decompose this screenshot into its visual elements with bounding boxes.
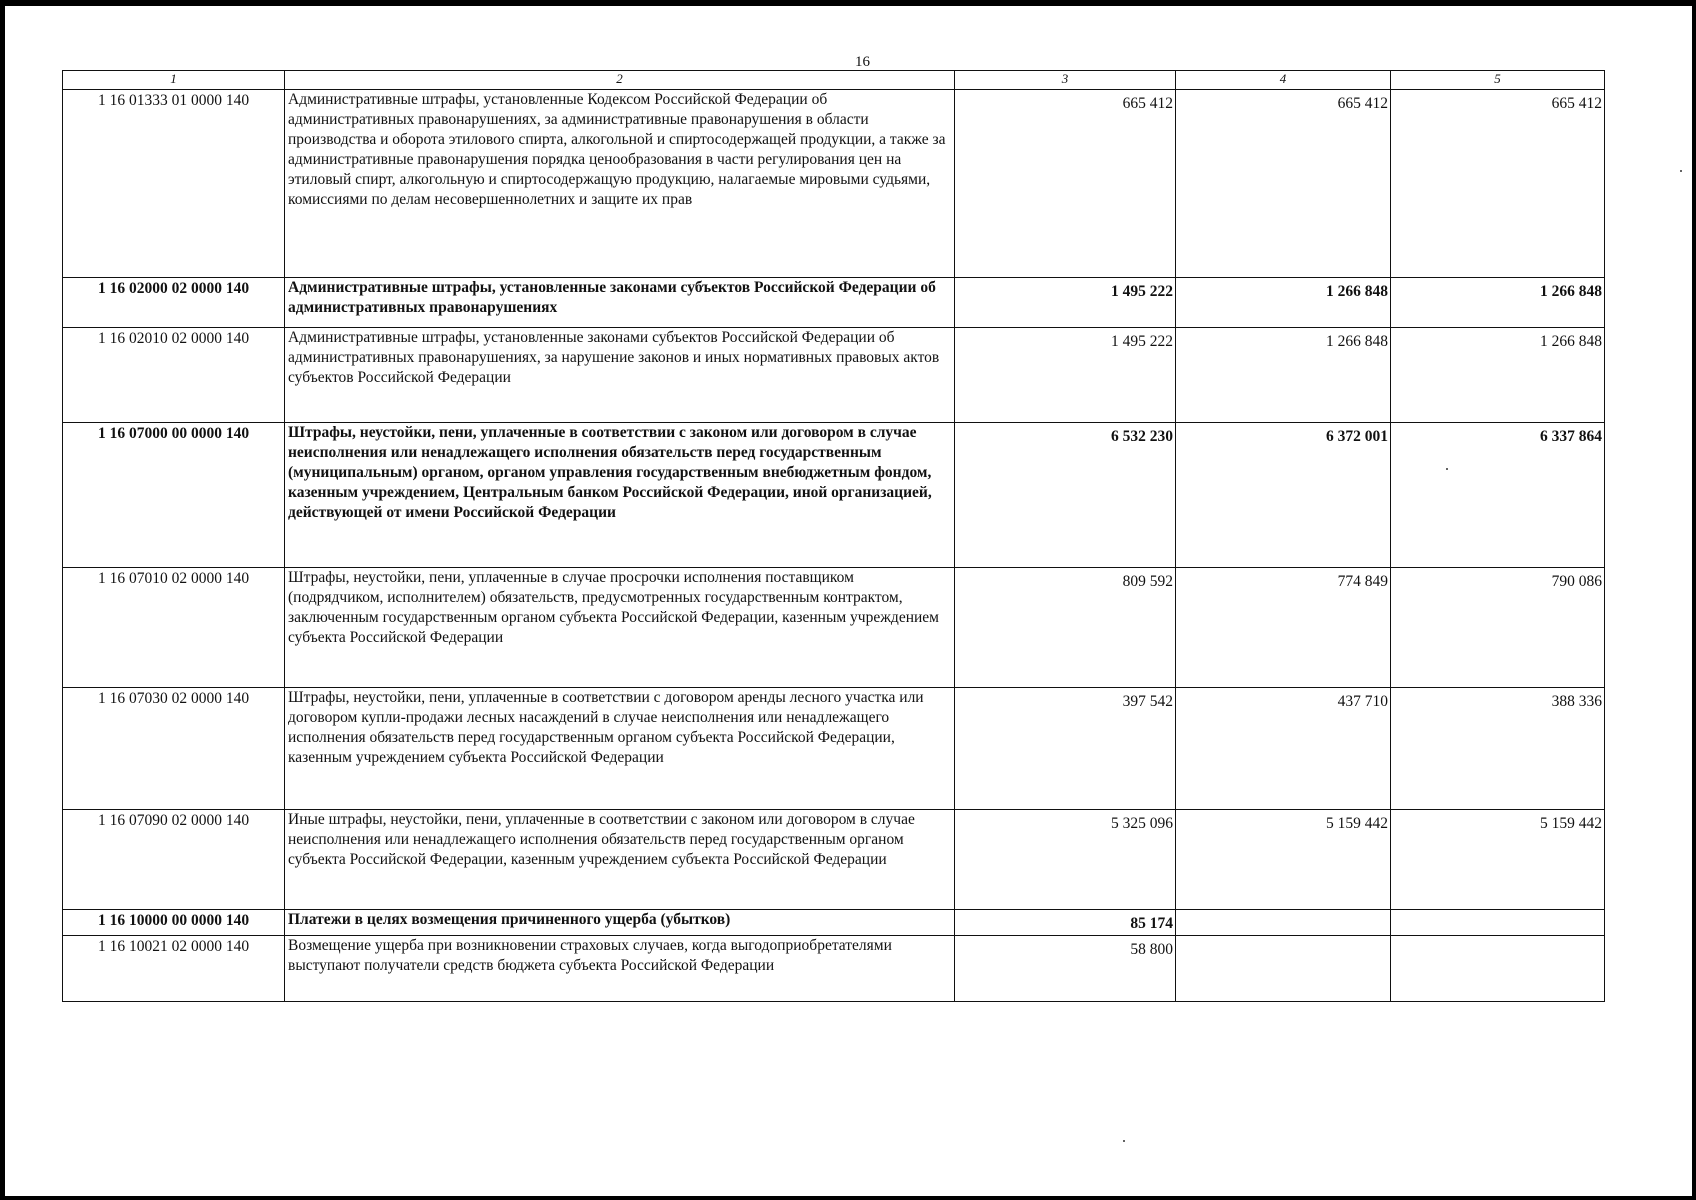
table-row <box>63 936 1605 1002</box>
budget-code-cell: 1 16 07000 00 0000 140 <box>63 423 285 568</box>
value-cell-col5: 388 336 <box>1391 688 1605 810</box>
value-cell-col3: 1 495 222 <box>955 328 1176 423</box>
income-name-cell: Иные штрафы, неустойки, пени, уплаченные в соответствии с законом или договором в случае неисполнения или ненадлежащего исполнения обязательств перед государственным органом субъекта Российской Федерации, казенным учреждением субъекта Российской Федерации <box>285 810 955 910</box>
value-cell-col5: 6 337 864 <box>1391 423 1605 568</box>
page-number: 16 <box>855 54 870 70</box>
value-cell-col4: 774 849 <box>1176 568 1391 688</box>
scan-border-left <box>0 0 5 1200</box>
value-cell-col4 <box>1176 910 1391 936</box>
income-name-cell: Возмещение ущерба при возникновении страховых случаев, когда выгодоприобретателями выступают получатели средств бюджета субъекта Российской Федерации <box>285 936 955 1002</box>
header-col-2: 2 <box>285 71 955 90</box>
budget-code-cell: 1 16 10021 02 0000 140 <box>63 936 285 1002</box>
value-cell-col3: 6 532 230 <box>955 423 1176 568</box>
value-cell-col5: 1 266 848 <box>1391 328 1605 423</box>
header-col-3: 3 <box>955 71 1176 90</box>
budget-code-cell: 1 16 02000 02 0000 140 <box>63 278 285 328</box>
income-name-cell: Штрафы, неустойки, пени, уплаченные в соответствии с законом или договором в случае неисполнения или ненадлежащего исполнения обязательств перед государственным (муниципальным) органом, органом управления государственным внебюджетным фондом, казенным учреждением, Центральным банком Российской Федерации, иной организацией, действующей от имени Российской Федерации <box>285 423 955 568</box>
table-row-total <box>63 278 1605 328</box>
value-cell-col3: 397 542 <box>955 688 1176 810</box>
value-cell-col4: 1 266 848 <box>1176 328 1391 423</box>
table-row <box>63 568 1605 688</box>
scan-speck <box>1446 468 1448 470</box>
header-col-5: 5 <box>1391 71 1605 90</box>
table-row <box>63 328 1605 423</box>
value-cell-col4: 5 159 442 <box>1176 810 1391 910</box>
budget-code-cell: 1 16 07010 02 0000 140 <box>63 568 285 688</box>
budget-code-cell: 1 16 02010 02 0000 140 <box>63 328 285 423</box>
scan-border-top <box>0 0 1696 6</box>
scan-border-right <box>1692 0 1696 1200</box>
value-cell-col4 <box>1176 936 1391 1002</box>
header-col-1: 1 <box>63 71 285 90</box>
value-cell-col4: 437 710 <box>1176 688 1391 810</box>
budget-revenue-table <box>62 70 1605 1002</box>
value-cell-col3: 5 325 096 <box>955 810 1176 910</box>
budget-code-cell: 1 16 07030 02 0000 140 <box>63 688 285 810</box>
scan-speck <box>1680 170 1682 172</box>
value-cell-col4: 1 266 848 <box>1176 278 1391 328</box>
value-cell-col5: 5 159 442 <box>1391 810 1605 910</box>
income-name-cell: Административные штрафы, установленные законами субъектов Российской Федерации об административных правонарушениях, за нарушение законов и иных нормативных правовых актов субъектов Российской Федерации <box>285 328 955 423</box>
table-row-total <box>63 423 1605 568</box>
header-col-4: 4 <box>1176 71 1391 90</box>
budget-code-cell: 1 16 01333 01 0000 140 <box>63 90 285 278</box>
value-cell-col5 <box>1391 936 1605 1002</box>
value-cell-col5 <box>1391 910 1605 936</box>
value-cell-col3: 58 800 <box>955 936 1176 1002</box>
table-header-row <box>63 71 1605 90</box>
budget-code-cell: 1 16 10000 00 0000 140 <box>63 910 285 936</box>
scan-border-bottom <box>0 1196 1696 1200</box>
table-row <box>63 688 1605 810</box>
table-row <box>63 90 1605 278</box>
value-cell-col5: 1 266 848 <box>1391 278 1605 328</box>
income-name-cell: Штрафы, неустойки, пени, уплаченные в случае просрочки исполнения поставщиком (подрядчиком, исполнителем) обязательств, предусмотренных государственным контрактом, заключенным государственным органом субъекта Российской Федерации, казенным учреждением субъекта Российской Федерации <box>285 568 955 688</box>
value-cell-col5: 790 086 <box>1391 568 1605 688</box>
scan-speck <box>1123 1140 1125 1142</box>
value-cell-col3: 665 412 <box>955 90 1176 278</box>
income-name-cell: Штрафы, неустойки, пени, уплаченные в соответствии с договором аренды лесного участка или договором купли-продажи лесных насаждений в случае неисполнения или ненадлежащего исполнения обязательств перед государственным органом субъекта Российской Федерации, казенным учреждением субъекта Российской Федерации <box>285 688 955 810</box>
value-cell-col3: 85 174 <box>955 910 1176 936</box>
value-cell-col3: 1 495 222 <box>955 278 1176 328</box>
budget-code-cell: 1 16 07090 02 0000 140 <box>63 810 285 910</box>
value-cell-col4: 665 412 <box>1176 90 1391 278</box>
value-cell-col3: 809 592 <box>955 568 1176 688</box>
income-name-cell: Административные штрафы, установленные Кодексом Российской Федерации об административных правонарушениях, за административные правонарушения в области производства и оборота этилового спирта, алкогольной и спиртосодержащей продукции, а также за административные правонарушения порядка ценообразования в части регулирования цен на этиловый спирт, алкогольную и спиртосодержащую продукцию, налагаемые мировыми судьями, комиссиями по делам несовершеннолетних и защите их прав <box>285 90 955 278</box>
value-cell-col4: 6 372 001 <box>1176 423 1391 568</box>
income-name-cell: Административные штрафы, установленные законами субъектов Российской Федерации об административных правонарушениях <box>285 278 955 328</box>
income-name-cell: Платежи в целях возмещения причиненного ущерба (убытков) <box>285 910 955 936</box>
table-row <box>63 810 1605 910</box>
value-cell-col5: 665 412 <box>1391 90 1605 278</box>
table-row-total <box>63 910 1605 936</box>
